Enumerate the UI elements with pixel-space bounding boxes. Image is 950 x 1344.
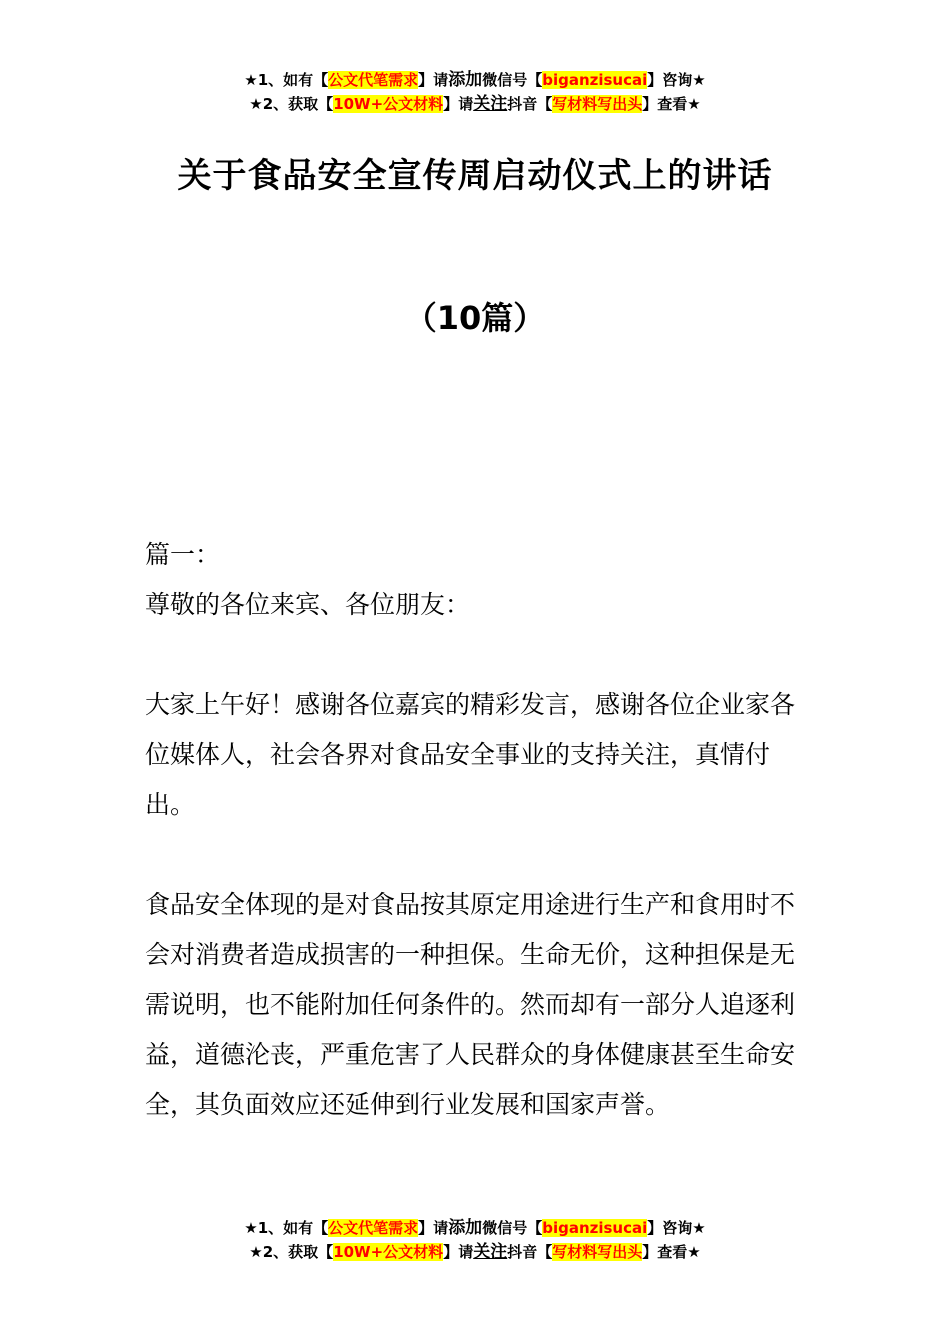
banner-text: 微信号【: [482, 1219, 543, 1237]
banner-text: 微信号【: [482, 71, 543, 89]
banner-emphasis: 添加: [448, 70, 483, 90]
footer-banner: [0, 1216, 950, 1264]
banner-highlight: 10W+公文材料: [333, 1243, 444, 1261]
banner-text: ★1、如有【: [244, 1219, 329, 1237]
banner-text: 】咨询★: [647, 1219, 706, 1237]
banner-emphasis: 添加: [448, 1218, 483, 1238]
banner-line-2: [0, 1240, 950, 1264]
header-banner: [0, 68, 950, 116]
banner-text: 抖音【: [507, 95, 553, 113]
banner-line-1: [0, 1216, 950, 1240]
banner-highlight: 公文代笔需求: [328, 71, 419, 89]
document-subtitle: （10篇）: [404, 299, 546, 337]
banner-text: ★2、获取【: [249, 95, 334, 113]
document-title: 关于食品安全宣传周启动仪式上的讲话: [177, 156, 773, 196]
section-label: 篇一：: [145, 540, 221, 569]
wechat-id-highlight: biganzisucai: [542, 71, 648, 89]
douyin-account-highlight: 写材料写出头: [552, 1243, 643, 1261]
banner-text: ★1、如有【: [244, 71, 329, 89]
salutation: 尊敬的各位来宾、各位朋友：: [145, 590, 471, 619]
banner-text: 】请: [418, 71, 449, 89]
banner-text: 】请: [443, 95, 474, 113]
banner-line-2: [0, 92, 950, 116]
banner-text: 】查看★: [642, 1243, 701, 1261]
wechat-id-highlight: biganzisucai: [542, 1219, 648, 1237]
banner-highlight: 10W+公文材料: [333, 95, 444, 113]
banner-text: 抖音【: [507, 1243, 553, 1261]
body-paragraph: 食品安全体现的是对食品按其原定用途进行生产和食用时不会对消费者造成损害的一种担保。生命无价，这种担保是无需说明，也不能附加任何条件的。然而却有一部分人追逐利益，道德沦丧，严重危害了人民群众的身体健康甚至生命安全，其负面效应还延伸到行业发展和国家声誉。: [145, 890, 796, 1119]
banner-emphasis: 关注: [473, 1242, 508, 1262]
banner-line-1: [0, 68, 950, 92]
banner-text: 】咨询★: [647, 71, 706, 89]
banner-highlight: 公文代笔需求: [328, 1219, 419, 1237]
banner-text: 】查看★: [642, 95, 701, 113]
banner-emphasis: 关注: [473, 94, 508, 114]
douyin-account-highlight: 写材料写出头: [552, 95, 643, 113]
banner-text: 】请: [418, 1219, 449, 1237]
banner-text: ★2、获取【: [249, 1243, 334, 1261]
body-paragraph: 大家上午好！感谢各位嘉宾的精彩发言，感谢各位企业家各位媒体人，社会各界对食品安全事业的支持关注，真情付出。: [145, 690, 796, 819]
banner-text: 】请: [443, 1243, 474, 1261]
